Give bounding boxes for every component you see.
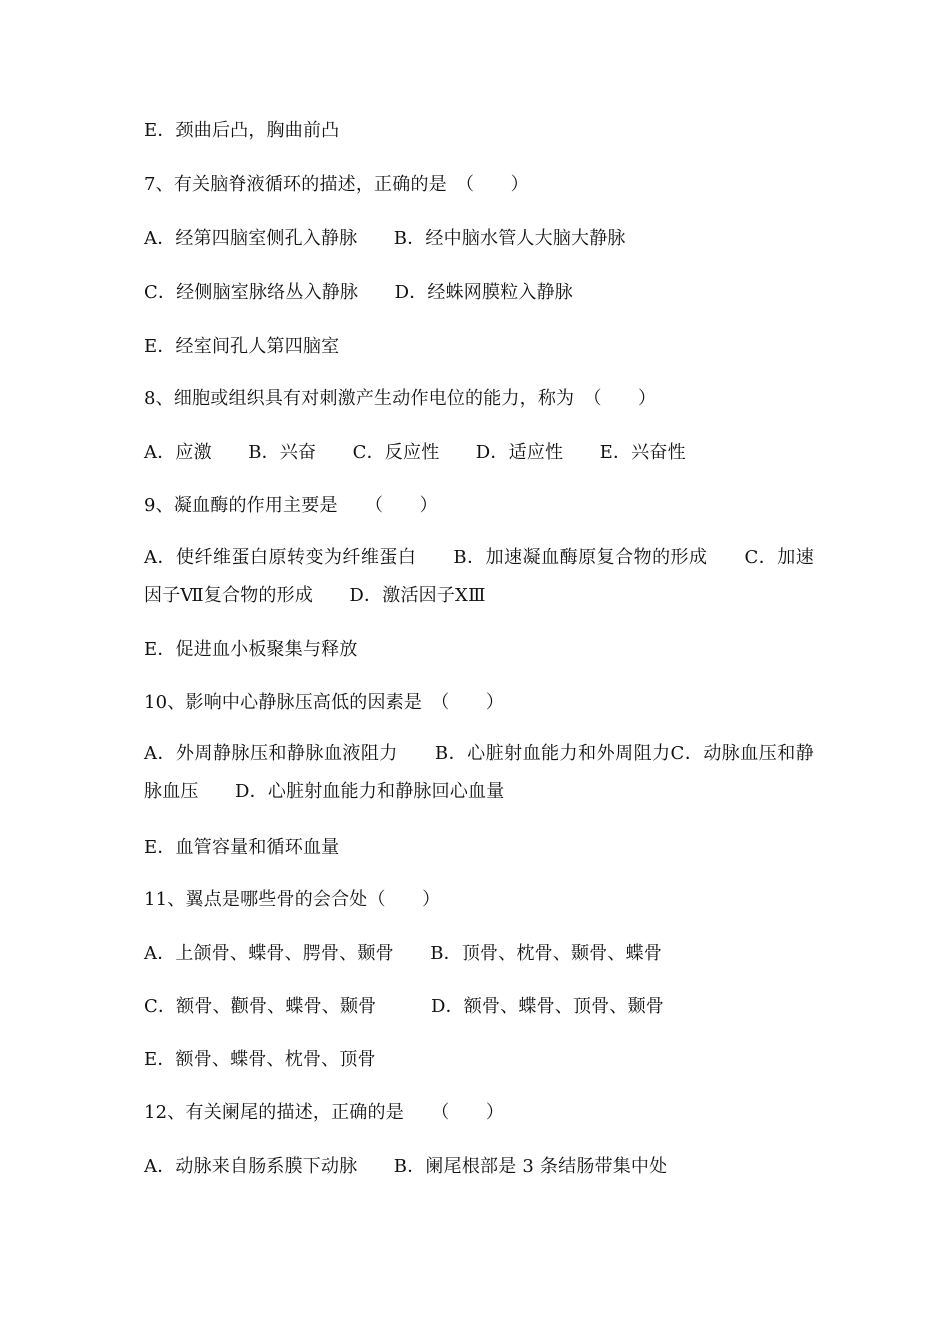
question-9: 9、凝血酶的作用主要是 （ ） xyxy=(144,495,438,516)
question-11: 11、翼点是哪些骨的会合处（ ） xyxy=(144,889,441,910)
answer-option-line: E．血管容量和循环血量 xyxy=(144,837,340,858)
question-12: 12、有关阑尾的描述，正确的是 （ ） xyxy=(144,1102,505,1123)
question-10: 10、影响中心静脉压高低的因素是 （ ） xyxy=(144,692,505,713)
answer-option-line: E．促进血小板聚集与释放 xyxy=(144,639,358,660)
answer-option-line: C．经侧脑室脉络丛入静脉 D．经蛛网膜粒入静脉 xyxy=(144,282,574,303)
answer-option-line: A．动脉来自肠系膜下动脉 B．阑尾根部是 3 条结肠带集中处 xyxy=(144,1156,668,1177)
answer-option-line: A．经第四脑室侧孔入静脉 B．经中脑水管人大脑大静脉 xyxy=(144,228,626,249)
answer-option-line: A．上颌骨、蝶骨、腭骨、颞骨 B．顶骨、枕骨、颞骨、蝶骨 xyxy=(144,943,663,964)
answer-option-line: E．额骨、蝶骨、枕骨、顶骨 xyxy=(144,1049,376,1070)
answer-option-line: E．颈曲后凸，胸曲前凸 xyxy=(144,120,340,141)
question-7: 7、有关脑脊液循环的描述，正确的是 （ ） xyxy=(144,174,529,195)
answer-option-line: C．额骨、颧骨、蝶骨、颞骨 D．额骨、蝶骨、顶骨、颞骨 xyxy=(144,996,665,1017)
answer-option-line: E．经室间孔人第四脑室 xyxy=(144,336,340,357)
answer-option-paragraph: A．使纤维蛋白原转变为纤维蛋白 B．加速凝血酶原复合物的形成 C．加速因子Ⅶ复合物的形成 D．激活因子ⅩⅢ xyxy=(144,547,814,606)
answer-option-line: A．应激 B．兴奋 C．反应性 D．适应性 E．兴奋性 xyxy=(144,442,686,463)
answer-option-paragraph: A．外周静脉压和静脉血液阻力 B．心脏射血能力和外周阻力C．动脉血压和静脉血压 D．心脏射血能力和静脉回心血量 xyxy=(144,743,814,802)
question-8: 8、细胞或组织具有对刺激产生动作电位的能力，称为 （ ） xyxy=(144,388,657,409)
